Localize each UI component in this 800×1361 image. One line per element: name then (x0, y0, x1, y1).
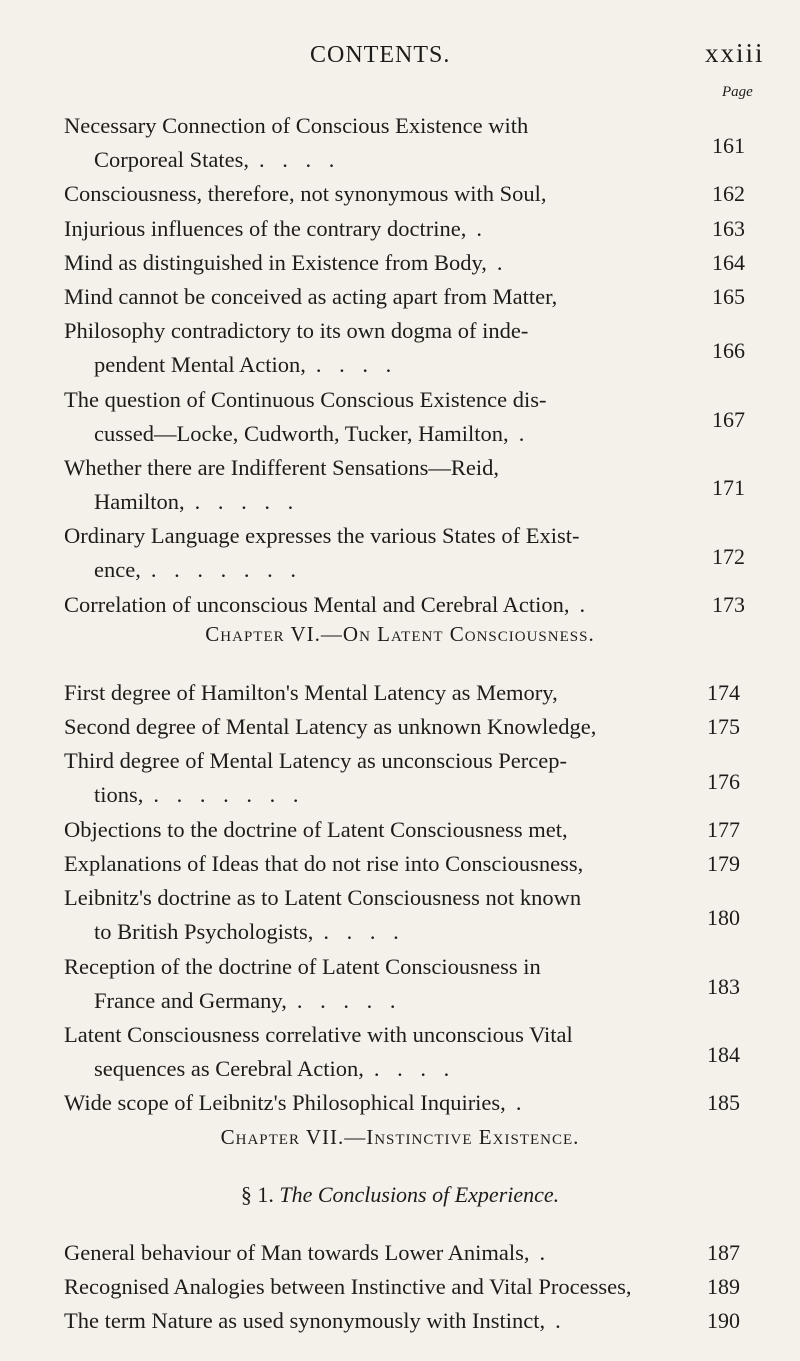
toc-entry (64, 1236, 664, 1270)
toc-entry-text: Second degree of Mental Latency as unknown Knowledge, (64, 714, 597, 740)
toc-page-number: 185 (707, 1090, 740, 1116)
leader-dots: . (476, 215, 488, 241)
section-heading (0, 1182, 800, 1208)
toc-page-number: 167 (712, 406, 745, 432)
toc-entry-text: Necessary Connection of Conscious Existence with (64, 113, 529, 138)
section-mark: § 1. (240, 1182, 274, 1207)
toc-entry-text: ence, (94, 557, 141, 583)
leader-dots: . (518, 420, 531, 446)
leader-dots: . . . . (323, 919, 405, 945)
toc-entry-text: Injurious influences of the contrary doctrine, (64, 215, 467, 241)
leader-dots: . . . . (258, 147, 341, 172)
toc-entry-text: Correlation of unconscious Mental and Cerebral Action, (64, 591, 570, 617)
toc-entry (64, 280, 664, 314)
leader-dots: . (539, 1240, 552, 1265)
toc-page-number: 177 (707, 816, 740, 842)
toc-entry-text: The question of Continuous Conscious Existence dis- (64, 386, 547, 412)
toc-page-number: 184 (707, 1042, 740, 1068)
leader-dots: . . . . . (296, 987, 402, 1013)
toc-entry-line (64, 143, 664, 177)
toc-entry-line (64, 1236, 664, 1270)
toc-entry-text: sequences as Cerebral Action, (94, 1056, 364, 1081)
toc-entry-text: Whether there are Indifferent Sensations—Reid, (64, 455, 500, 480)
toc-entry-text: Leibnitz's doctrine as to Latent Consciousness not known (64, 885, 582, 911)
toc-entry-line (64, 881, 664, 915)
toc-entry-line (64, 676, 664, 710)
toc-entry-text: Latent Consciousness correlative with unconscious Vital (64, 1022, 573, 1047)
running-head: CONTENTS. (310, 42, 451, 68)
chapter-vi-heading: Chapter VI.—On Latent Consciousness. (205, 622, 595, 646)
toc-entry (64, 676, 664, 710)
toc-page-number: 189 (707, 1274, 740, 1300)
toc-entry-line (64, 950, 664, 984)
leader-dots: . (579, 591, 592, 617)
toc-entry (64, 246, 664, 280)
toc-entry-line (64, 744, 664, 778)
toc-entry-line (64, 588, 664, 622)
toc-entry-line (64, 417, 664, 451)
toc-entry (64, 1086, 664, 1120)
page-column-label: Page (722, 84, 753, 100)
toc-entry-line (64, 984, 664, 1018)
toc-page-number: 163 (712, 215, 745, 241)
leader-dots: . . . . . (194, 489, 300, 514)
toc-entry-line (64, 348, 664, 382)
leader-dots: . . . . . . . (150, 557, 302, 583)
toc-entry-text: Mind as distinguished in Existence from Body, (64, 249, 487, 275)
toc-entry-text: Consciousness, therefore, not synonymous with Soul, (64, 181, 547, 207)
toc-entry-line (64, 1304, 664, 1338)
toc-entry-line (64, 485, 664, 519)
toc-entry (64, 1304, 664, 1338)
toc-page-number: 174 (707, 680, 740, 705)
toc-entry-text: First degree of Hamilton's Mental Latency as Memory, (64, 680, 558, 705)
toc-entry-line (64, 1086, 664, 1120)
toc-entry-line (64, 813, 664, 847)
toc-entry-line (64, 519, 664, 553)
toc-page-number: 166 (712, 338, 745, 364)
toc-page-number: 173 (712, 591, 745, 617)
leader-dots: . (496, 249, 509, 275)
toc-entry-text: Corporeal States, (94, 147, 249, 172)
toc-entry-line (64, 177, 664, 211)
toc-entry-line (64, 1270, 664, 1304)
toc-entry-line (64, 778, 664, 812)
leader-dots: . (555, 1308, 567, 1334)
toc-entry (64, 1018, 664, 1086)
toc-entry-line (64, 109, 664, 143)
toc-page-number: 179 (707, 851, 740, 876)
toc-entry-line (64, 212, 664, 246)
toc-entry-text: Reception of the doctrine of Latent Consciousness in (64, 953, 541, 979)
toc-entry (64, 588, 664, 622)
toc-entry-text: Wide scope of Leibnitz's Philosophical Inquiries, (64, 1090, 506, 1116)
toc-page-number: 183 (707, 973, 740, 999)
toc-entry-text: Philosophy contradictory to its own dogma of inde- (64, 318, 529, 344)
toc-entry-line (64, 915, 664, 949)
toc-entry-line (64, 314, 664, 348)
toc-entry-line (64, 710, 664, 744)
toc-entry-line (64, 847, 664, 881)
toc-page-number: 161 (712, 133, 745, 159)
toc-entry-text: pendent Mental Action, (94, 352, 306, 378)
toc-entry-text: Objections to the doctrine of Latent Consciousness met, (64, 816, 568, 842)
toc-page-number: 172 (712, 543, 745, 569)
toc-entry (64, 451, 664, 519)
toc-page-number: 171 (712, 475, 745, 501)
toc-entry (64, 383, 664, 451)
toc-entry (64, 212, 664, 246)
toc-entry-line (64, 1052, 664, 1086)
toc-entry-line (64, 1018, 664, 1052)
leader-dots: . (515, 1090, 528, 1116)
toc-entry-line (64, 246, 664, 280)
toc-entry-text: to British Psychologists, (94, 919, 314, 945)
toc-entry (64, 881, 664, 949)
toc-entry-text: The term Nature as used synonymously with Instinct, (64, 1308, 546, 1334)
leader-dots: . . . . (373, 1056, 456, 1081)
toc-entry-line (64, 383, 664, 417)
toc-entry (64, 314, 664, 382)
toc-entry (64, 744, 664, 812)
page-folio: xxiii (705, 38, 765, 68)
toc-page-number: 190 (707, 1308, 740, 1334)
toc-page-number: 175 (707, 714, 740, 740)
toc-page-number: 164 (712, 249, 745, 275)
toc-page-number: 165 (712, 284, 745, 309)
leader-dots: . . . . (315, 352, 398, 378)
toc-entry-line (64, 553, 664, 587)
toc-entry-text: Explanations of Ideas that do not rise into Consciousness, (64, 851, 584, 876)
toc-entry (64, 177, 664, 211)
section-title: The Conclusions of Experience. (279, 1182, 560, 1207)
toc-page-number: 162 (712, 181, 745, 207)
toc-entry-text: Ordinary Language expresses the various States of Exist- (64, 523, 580, 549)
toc-entry-text: General behaviour of Man towards Lower Animals, (64, 1240, 530, 1265)
toc-entry-text: Mind cannot be conceived as acting apart from Matter, (64, 284, 558, 309)
toc-entry-text: cussed—Locke, Cudworth, Tucker, Hamilton, (94, 420, 509, 446)
toc-entry-text: Recognised Analogies between Instinctive and Vital Processes, (64, 1274, 632, 1300)
toc-entry (64, 710, 664, 744)
toc-entry (64, 950, 664, 1018)
toc-page-number: 180 (707, 905, 740, 931)
chapter-vii-heading: Chapter VII.—Instinctive Existence. (220, 1125, 580, 1149)
toc-entry-text: France and Germany, (94, 987, 287, 1013)
toc-entry (64, 1270, 664, 1304)
toc-entry (64, 813, 664, 847)
leader-dots: . . . . . . . (153, 782, 305, 808)
toc-entry-text: Third degree of Mental Latency as unconscious Percep- (64, 748, 567, 774)
toc-page-number: 176 (707, 768, 740, 794)
toc-entry-text: Hamilton, (94, 489, 185, 514)
toc-entry-line (64, 451, 664, 485)
toc-entry (64, 109, 664, 177)
toc-entry-line (64, 280, 664, 314)
toc-entry (64, 519, 664, 587)
toc-entry (64, 847, 664, 881)
toc-page-number: 187 (707, 1240, 740, 1265)
toc-entry-text: tions, (94, 782, 144, 808)
